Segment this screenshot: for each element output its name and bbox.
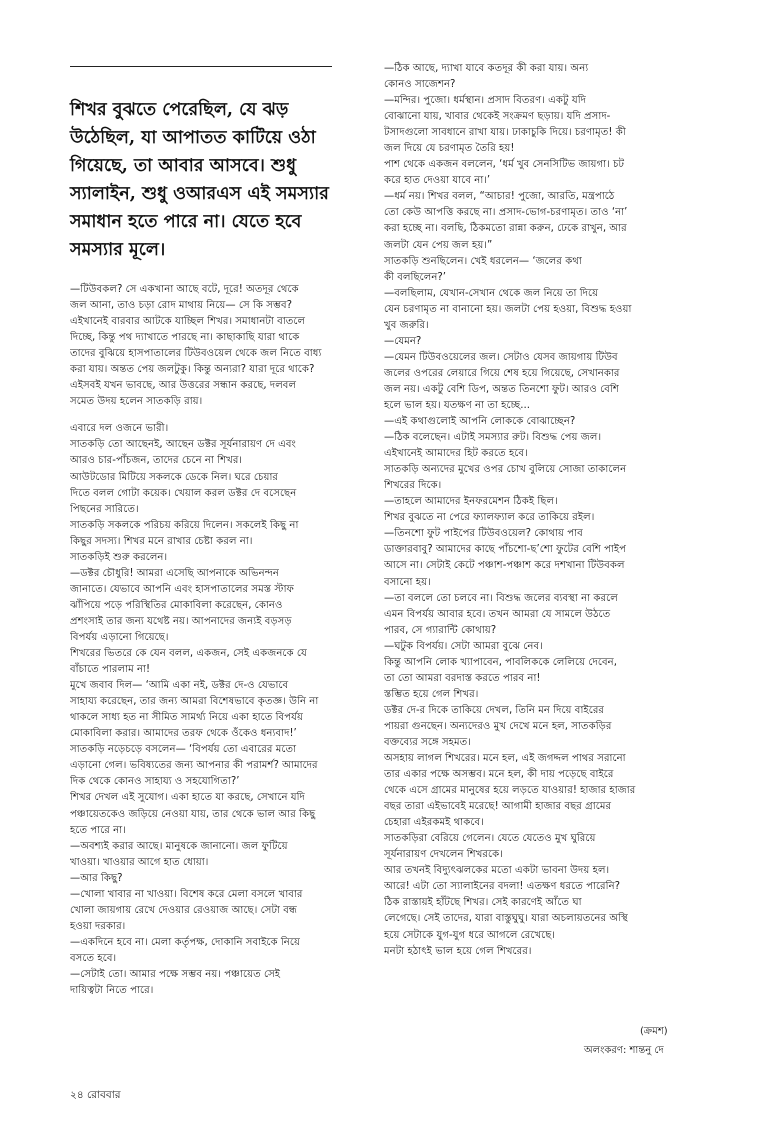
story-line: খাওয়া। খাওয়ার আগে হাত ধোয়া।	[70, 856, 209, 868]
story-line: বাঁচাতে পারলাম না!	[70, 664, 151, 676]
story-column-left	[70, 282, 384, 999]
story-line: সাতকড়ি শুনছিলেন। খেই ধরলেন— ‘জলের কথা	[384, 255, 582, 267]
story-line: চেহারা এইরকমই থাকবে।	[384, 817, 484, 829]
story-line: ঠিক রাস্তায়ই হাঁটছে শিখর। সেই কারণেই আঁতে ঘা	[384, 897, 582, 909]
story-line: হওয়া দরকার।	[70, 920, 126, 932]
story-line: দিতে বলল গোটা কয়েক। খেয়াল করল ডক্টর দে বসেছেন	[70, 487, 297, 499]
illustration-credit: অলংকরণ: শান্তনু দে	[584, 1045, 664, 1056]
story-line: কিছুর সদস্য। শিখর মনে রাখার চেষ্টা করল না।	[70, 535, 253, 547]
story-line: বিপর্যয় এড়ানো গিয়েছে।	[70, 631, 169, 643]
story-line: পাশ থেকে একজন বললেন, ‘ধর্ম খুব সেনসিটিভ জায়গা। চট	[384, 159, 625, 171]
page-folio: ২৪ রোববার	[70, 1089, 121, 1101]
story-line: মনটা হঠাৎই ভাল হয়ে গেল শিখরের।	[384, 945, 532, 957]
story-line: সমেত উদয় হলেন সাতকড়ি রায়।	[70, 396, 203, 408]
story-line: খোলা জায়গায় রেখে দেওয়ার রেওয়াজ আছে। সেটা বন্ধ	[70, 904, 297, 916]
story-line: —যেমন টিউবওয়েলের জল। সেটাও যেসব জায়গায় টিউব	[384, 351, 618, 363]
story-line: দায়িত্বটা নিতে পারে।	[70, 985, 154, 997]
story-line: থাকলে সাধ্য হত না সীমিত সামর্থ্য নিয়ে একা হাতে বিপর্যয়	[70, 712, 303, 724]
story-line: করা যায়। অন্তত পেয় জলটুকু। কিন্তু অন্যরা? যারা দূরে থাকে?	[70, 364, 315, 376]
story-line: সাতকড়ি নড়েচড়ে বসলেন— ‘বিপর্যয় তো এবারের মতো	[70, 744, 297, 756]
story-line: —সেটাই তো। আমার পক্ষে সম্ভব নয়। পঞ্চায়েত সেই	[70, 968, 281, 980]
story-line: ঝাঁপিয়ে পড়ে পরিস্থিতির মোকাবিলা করেছেন, কোনও	[70, 599, 283, 611]
story-line: আরে! এটা তো স্যালাইনের বদলা! এতক্ষণ ধরতে পারেনি?	[384, 881, 621, 893]
story-line: বছর তারা এইভাবেই মরেছে! আগামী হাজার বছর গ্রামের	[384, 801, 612, 813]
story-line: সাতকড়িরা বেরিয়ে গেলেন। যেতে যেতেও মুখ ঘুরিয়ে	[384, 833, 596, 845]
story-line: থেকে এসে গ্রামের মানুষের হয়ে লড়তে যাওয়ার! হাজার হাজার	[384, 785, 636, 797]
story-line: তো কেউ আপত্তি করছে না। প্রসাদ-ভোগ-চরণামৃত। তাও ‘না’	[384, 207, 628, 219]
story-line: পিছনের সারিতে।	[70, 503, 139, 515]
story-line: খুব জরুরি।	[384, 319, 429, 331]
story-line: এড়ানো গেল। ভবিষ্যতের জন্য আপনার কী পরামর্শ? আমাদের	[70, 760, 318, 772]
story-line: এইখানেই বারবার আটকে যাচ্ছিল শিখর। সমাধানটা বাতলে	[70, 316, 306, 328]
story-line: —অবশ্যই করার আছে। মানুষকে জানানো। জল ফুটিয়ে	[70, 840, 288, 852]
story-line: শিখরের ভিতরে কে যেন বলল, একজন, সেই একজনকে যে	[70, 648, 307, 660]
pull-quote-line: গিয়েছে, তা আবার আসবে। শুধু	[70, 155, 297, 176]
story-line: করা হচ্ছে না। বলছি, ঠিকমতো রান্না করুন, ঢেকে রাখুন, আর	[384, 223, 627, 235]
story-line: তাদের বুঝিয়ে হাসপাতালের টিউবওয়েল থেকে জল নিতে বাধ্য	[70, 348, 322, 360]
story-line: প্রশংসাই তার জন্য যথেষ্ট নয়। আপনাদের জন্যই বড়সড়	[70, 615, 292, 627]
story-line: —বলছিলাম, যেখান-সেখান থেকে জল নিয়ে তা দিয়ে	[384, 287, 599, 299]
story-line: জল নয়। একটু বেশি ডিপ, অন্তত তিনশো ফুট। আরও বেশি	[384, 383, 619, 395]
story-line: দিক থেকে কোনও সাহায্য ও সহযোগিতা?’	[70, 776, 240, 788]
story-line: সাতকড়িই শুরু করলেন।	[70, 551, 168, 563]
story-line: কী বলছিলেন?’	[384, 271, 447, 283]
story-line: সূর্যনারায়ণ দেখলেন শিখরকে।	[384, 849, 503, 861]
story-line: —একদিনে হবে না। মেলা কর্তৃপক্ষ, দোকানি সবাইকে নিয়ে	[70, 936, 300, 948]
story-line: হতে পারে না।	[70, 824, 126, 836]
story-line: —টিউবকল? সে একখানা আছে বটে, দূরে! অতদূর থেকে	[70, 284, 299, 295]
story-line: লেগেছে। সেই তাদের, যারা বাস্তুঘুঘু। যারা অচলায়তনের অস্থি	[384, 913, 628, 925]
story-line: —ধর্ম নয়। শিখর বলল, “আচার! পুজো, আরতি, মন্ত্রপাঠে	[384, 191, 615, 203]
story-line: সাহায্য করেছেন, তার জন্য আমরা বিশেষভাবে কৃতজ্ঞ। উনি না	[70, 696, 319, 708]
story-line: শিখর বুঝতে না পেরে ফ্যালফ্যাল করে তাকিয়ে রইল।	[384, 512, 595, 524]
pull-quote-line: উঠেছিল, যা আপাতত কাটিয়ে ওঠা	[70, 127, 316, 148]
story-line: করে হাত দেওয়া যাবে না।’	[384, 175, 491, 187]
story-line: —ঠিক আছে, দ্যাখা যাবে কতদূর কী করা যায়। অন্য	[384, 63, 589, 74]
story-line: বক্তব্যের সঙ্গে সহমত।	[384, 736, 471, 748]
story-line: —খোলা খাবার না খাওয়া। বিশেষ করে মেলা বসলে খাবার	[70, 888, 303, 900]
story-line: বসতে হবে।	[70, 952, 117, 964]
story-line: বোঝানো যায়, খাবার থেকেই সংক্রমণ ছড়ায়। যদি প্রসাদ-	[384, 111, 611, 123]
story-line: শিখর দেখল এই সুযোগ। একা হাতে যা করছে, সেখানে যদি	[70, 792, 305, 804]
story-line: জল আনা, তাও চড়া রোদ মাথায় নিয়ে— সে কি সম্ভব?	[70, 300, 293, 312]
continued-note: (ক্রমশ)	[640, 1026, 668, 1037]
story-line: মুখে জবাব দিল— ‘আমি একা নই, ডক্টর দে-ও যেভাবে	[70, 680, 289, 692]
story-column-right	[384, 61, 698, 960]
story-line: সাতকড়ি সকলকে পরিচয় করিয়ে দিলেন। সকলেই কিছু না	[70, 519, 299, 531]
story-line: স্তম্ভিত হয়ে গেল শিখর।	[384, 688, 479, 700]
story-line: —ডক্টর চৌধুরি! আমরা এসেছি আপনাকে অভিনন্দন	[70, 567, 279, 579]
story-line: কোনও সাজেশন?	[384, 79, 456, 91]
pull-quote-line: স্যালাইন, শুধু ওআরএস এই সমস্যার	[70, 183, 329, 204]
story-line: —মন্দির। পুজো। ধর্মস্থান। প্রসাদ বিতরণ। একটু যদি	[384, 95, 586, 107]
story-line: তার একার পক্ষে অসম্ভব। মনে হল, কী দায় পড়েছে বাইরে	[384, 769, 614, 781]
pull-quote-line: শিখর বুঝতে পেরেছিল, যে ঝড়	[70, 99, 289, 120]
story-line: পায়রা গুনছেন। অন্যদেরও মুখ দেখে মনে হল, সাতকড়ির	[384, 720, 612, 732]
story-line: আসে না। সেটাই কেটে পঞ্চাশ-পঞ্চাশ করে দশখানা টিউবকল	[384, 560, 625, 572]
story-line: শিখরের দিকে।	[384, 480, 442, 492]
story-line: জলটা যেন পেয় জল হয়।”	[384, 239, 493, 251]
story-line: এমন বিপর্যয় আবার হবে। তখন আমরা যে সামলে উঠতে	[384, 608, 611, 620]
story-line: এইখানেই আমাদের হিট করতে হবে।	[384, 448, 528, 460]
story-line: হয়ে সেটাকে যুগ-যুগ ধরে আগলে রেখেছে।	[384, 929, 556, 941]
story-line: পারব, সে গ্যারান্টি কোথায়?	[384, 624, 497, 636]
story-line: অসহায় লাগল শিখরের। মনে হল, এই জগদ্দল পাথর সরানো	[384, 753, 626, 765]
story-line: কিন্তু আপনি লোক খ্যাপাবেন, পাবলিককে লেলিয়ে দেবেন,	[384, 656, 617, 668]
story-line: —তা বললে তো চলবে না। বিশুদ্ধ জলের ব্যবস্থা না করলে	[384, 592, 618, 604]
story-line: —ঘটুক বিপর্যয়। সেটা আমরা বুঝে নেব।	[384, 640, 543, 652]
pull-quote-line: সমাধান হতে পারে না। যেতে হবে	[70, 211, 302, 232]
story-line: এইসবই যখন ভাবছে, আর উত্তরের সন্ধান করছে, দলবল	[70, 380, 297, 392]
story-line: —আর কিছু?	[70, 872, 123, 884]
story-line: সাতকড়ি তো আছেনই, আছেন ডক্টর সূর্যনারায়ণ দে এবং	[70, 439, 296, 451]
story-line: টসাদগুলো সাবধানে রাখা যায়। ঢাকাচুকি দিয়ে। চরণামৃত! কী	[384, 127, 626, 139]
story-line: সাতকড়ি অন্যদের মুখের ওপর চোখ বুলিয়ে সোজা তাকালেন	[384, 464, 627, 476]
story-line: মোকাবিলা করার। আমাদের তরফ থেকে ওঁকেও ধন্যবাদ!’	[70, 728, 297, 740]
story-line	[70, 410, 384, 421]
story-line: আরও চার-পাঁচজন, তাদের চেনে না শিখর।	[70, 455, 243, 467]
story-line: পঞ্চায়েতকেও জড়িয়ে নেওয়া যায়, তার থেকে ভাল আর কিছু	[70, 808, 316, 820]
story-line: জানাতে। যেভাবে আপনি এবং হাসপাতালের সমস্ত স্টাফ	[70, 583, 294, 595]
story-line: ডাক্তারবাবু? আমাদের কাছে পাঁচশো-ছ’শো ফুটের বেশি পাইপ	[384, 544, 627, 556]
story-line: —তাহলে আমাদের ইনফরমেশন ঠিকই ছিল।	[384, 496, 558, 508]
story-line: তা তো আমরা বরদাস্ত করতে পারব না!	[384, 672, 541, 684]
story-line: জল দিয়ে যে চরণামৃত তৈরি হয়!	[384, 143, 515, 155]
story-line: —এই কথাগুলোই আপনি লোককে বোঝাচ্ছেন?	[384, 416, 576, 428]
story-line: আউটডোর মিটিয়ে সকলকে ডেকে নিল। ঘরে চেয়ার	[70, 471, 279, 483]
story-line: হলে ভাল হয়। যতক্ষণ না তা হচ্ছে...	[384, 399, 530, 411]
story-line: —তিনশো ফুট পাইপের টিউবওয়েল? কোথায় পাব	[384, 528, 583, 540]
story-line: জলের ওপরের লেয়ারে গিয়ে শেষ হয়ে গিয়েছে, সেখানকার	[384, 367, 620, 379]
story-line: যেন চরণামৃত না বানানো হয়। জলটা পেয় হওয়া, বিশুদ্ধ হওয়া	[384, 303, 632, 315]
story-line: —যেমন?	[384, 335, 422, 347]
pull-quote-rule	[70, 66, 332, 67]
pull-quote	[70, 96, 385, 264]
story-line: বসানো হয়।	[384, 576, 431, 588]
story-line: দিচ্ছে, কিন্তু পথ দ্যাখাতে পারছে না। কাছাকাছি যারা থাকে	[70, 332, 300, 344]
pull-quote-line: সমস্যার মূলে।	[70, 239, 166, 260]
story-line: আর তখনই বিদ্যুৎঝলকের মতো একটা ভাবনা উদয় হল।	[384, 865, 610, 877]
story-line: ডক্টর দে-র দিকে তাকিয়ে দেখল, তিনি মন দিয়ে বাইরের	[384, 704, 605, 716]
story-line: এবারে দল ওজনে ভারী।	[70, 423, 169, 435]
story-line: —ঠিক বলেছেন। এটাই সমস্যার রুট। বিশুদ্ধ পেয় জল।	[384, 432, 602, 444]
